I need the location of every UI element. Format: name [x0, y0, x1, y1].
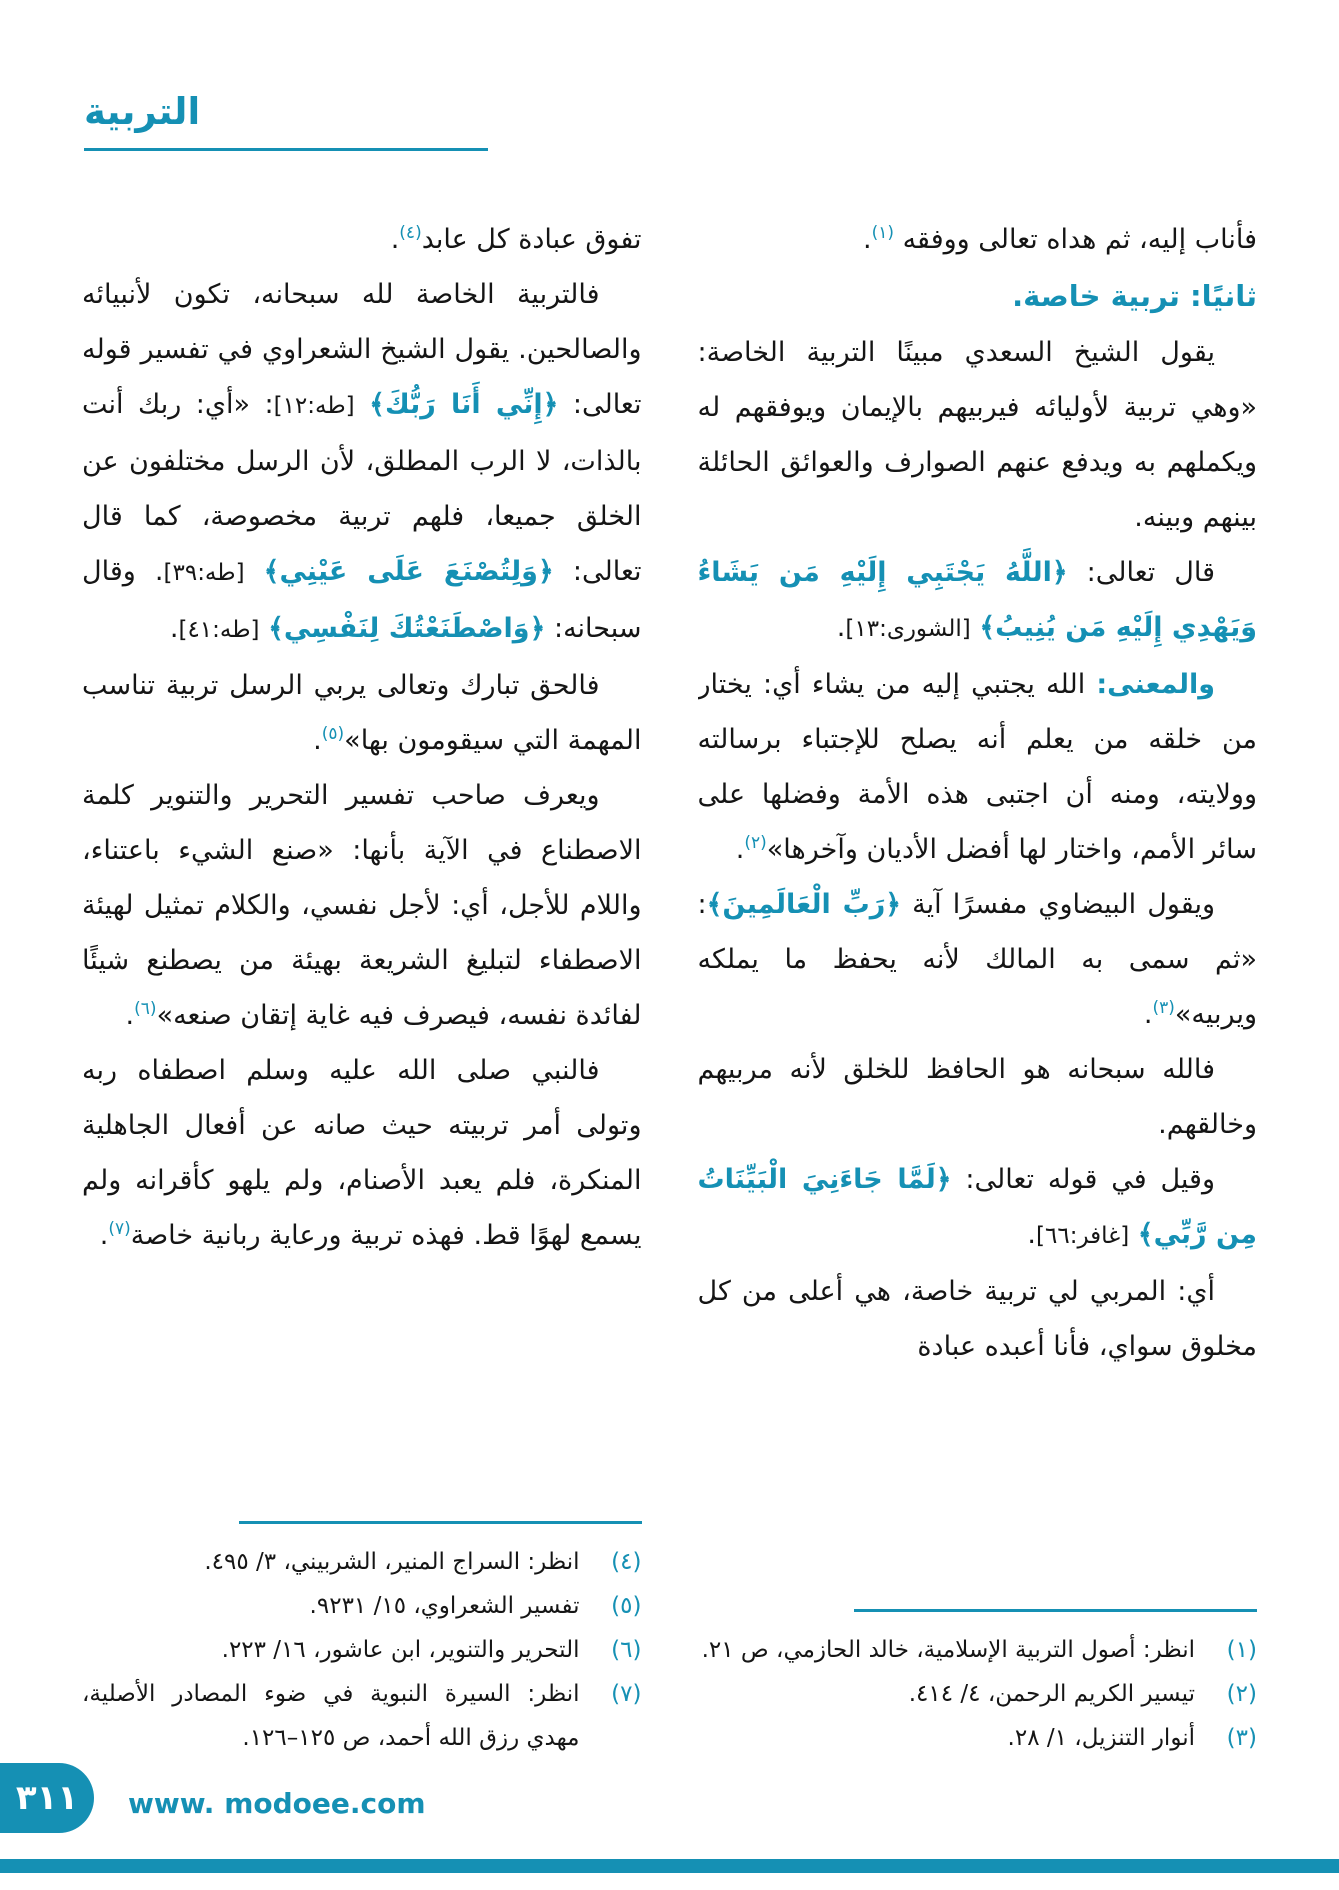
paragraph: [82, 768, 642, 1043]
footnote-text: تفسير الشعراوي، ١٥/ ٩٢٣١.: [309, 1593, 580, 1619]
body-text: [1129, 1219, 1138, 1250]
verse-citation: [غافر:٦٦]: [1036, 1223, 1130, 1249]
quran-verse: ﴿وَلِتُصْنَعَ عَلَى عَيْنِي﴾: [263, 556, 554, 587]
page-number-badge: [0, 1763, 94, 1833]
paragraph: [698, 545, 1258, 657]
footnote: [82, 1628, 642, 1672]
body-text: الله يجتبي إليه من يشاء أي: يختار من خلقه من يعلم أنه يصلح للإجتباء برسالته وولايته، ومنه أن اجتبى هذه الأمة وفضلها على سائر الأمم، واختار لها أفضل الأديان وآخرها»: [697, 669, 1257, 865]
body-text: .: [862, 224, 872, 255]
footnote: [698, 1716, 1258, 1760]
content-columns: [82, 212, 1257, 1760]
footnote-list: [82, 1540, 642, 1760]
body-text: فالنبي صلى الله عليه وسلم اصطفاه ربه وتولى أمر تربيته حيث صانه عن أفعال الجاهلية المنكرة، فلم يعبد الأصنام، ولم يلهو كأقرانه ولم يسمع لهوًا قط. فهذه تربية ورعاية ربانية خاصة: [82, 1055, 642, 1251]
footnote: [82, 1540, 642, 1584]
quran-verse: ﴿اللَّهُ يَجْتَبِي إِلَيْهِ مَن يَشَاءُ وَيَهْدِي إِلَيْهِ مَن يُنِيبُ﴾: [697, 557, 1257, 643]
body-text: ويعرف صاحب تفسير التحرير والتنوير كلمة الاصطناع في الآية بأنها: «صنع الشيء باعتناء، واللام للأجل، أي: لأجل نفسي، والكلام تمثيل لهيئة الاصطفاء لتبليغ الشريعة بهيئة من يصطنع شيئًا لفائدة نفسه، فيصرف فيه غاية إتقان صنعه»: [82, 780, 642, 1031]
footer-bar: [0, 1859, 1339, 1873]
body-text: .: [313, 725, 322, 756]
body-text: فالحق تبارك وتعالى يربي الرسل تربية تناسب المهمة التي سيقومون بها»: [82, 670, 642, 756]
quran-verse: ﴿وَاصْطَنَعْتُكَ لِنَفْسِي﴾: [268, 613, 546, 644]
accent-text: والمعنى:: [1096, 669, 1215, 700]
page-number: ٣١١: [15, 1778, 79, 1818]
body-text: .: [836, 612, 846, 643]
footnote-text: انظر: أصول التربية الإسلامية، خالد الحازمي، ص ٢١.: [701, 1637, 1195, 1663]
body-text: أي: المربي لي تربية خاصة، هي أعلى من كل مخلوق سواي، فأنا أعبده عبادة: [697, 1276, 1257, 1362]
body-text: : «أي: ربك أنت بالذات، لا الرب المطلق، لأن الرسل مختلفون عن الخلق جميعا، فلهم تربية مخصوصة، كما قال تعالى:: [82, 389, 642, 587]
body-text: .: [99, 1220, 109, 1251]
body-text: فالتربية الخاصة لله سبحانه، تكون لأنبيائه والصالحين. يقول الشيخ الشعراوي في تفسير قوله تعالى:: [82, 279, 642, 420]
verse-citation: [طه:٣٩]: [163, 560, 245, 586]
paragraph: [82, 658, 642, 768]
chapter-header-title: التربية: [84, 90, 201, 133]
body-text: تفوق عبادة كل عابد: [421, 224, 642, 255]
quran-verse: ﴿رَبِّ الْعَالَمِينَ﴾: [706, 889, 902, 920]
column-left-footnotes: [82, 1511, 642, 1760]
footnote-separator-rule: [854, 1609, 1257, 1612]
paragraph: [698, 1264, 1258, 1374]
verse-citation: [طه:١٢]: [273, 393, 355, 419]
paragraph: [698, 657, 1258, 877]
footnote-ref: (٦): [134, 999, 157, 1019]
footnote-separator-rule: [239, 1521, 642, 1524]
footnote-marker: (٦): [611, 1637, 642, 1663]
footnote-marker: (٧): [611, 1681, 642, 1707]
footnote-text: انظر: السراج المنير، الشربيني، ٣/ ٤٩٥.: [204, 1549, 580, 1575]
footnote-marker: (٤): [611, 1549, 642, 1575]
body-text: ويقول البيضاوي مفسرًا آية: [901, 889, 1216, 920]
footnote-text: التحرير والتنوير، ابن عاشور، ١٦/ ٢٢٣.: [221, 1637, 580, 1663]
paragraph: [698, 877, 1258, 1042]
quran-verse: ﴿إِنِّي أَنَا رَبُّكَ﴾: [369, 389, 559, 420]
body-text: قال تعالى:: [1067, 557, 1215, 588]
footnote-ref: (٢): [744, 833, 767, 853]
footnote-ref: (٤): [399, 223, 422, 243]
body-text: . وقال سبحانه:: [82, 556, 642, 644]
body-text: .: [1143, 999, 1153, 1030]
footnote-marker: (٥): [611, 1593, 642, 1619]
footnote: [698, 1672, 1258, 1716]
column-right: [698, 212, 1258, 1760]
quran-verse: ﴿لَمَّا جَاءَنِيَ الْبَيِّنَاتُ مِن رَّبِّي﴾: [697, 1164, 1257, 1250]
paragraph: [698, 1152, 1258, 1264]
body-text: .: [390, 224, 400, 255]
footnote-ref: (٧): [108, 1219, 131, 1239]
footnote-marker: (٢): [1226, 1681, 1257, 1707]
footnote-ref: (٥): [321, 724, 345, 744]
body-text: [355, 389, 369, 420]
paragraph: [82, 1043, 642, 1263]
footnote-marker: (١): [1226, 1637, 1257, 1663]
body-text: يقول الشيخ السعدي مبينًا التربية الخاصة: «وهي تربية لأوليائه فيربيهم بالإيمان ويوفقهم له ويكملهم به ويدفع عنهم الصوارف والعوائق الحائلة بينهم وبينه.: [697, 337, 1257, 533]
footnote-marker: (٣): [1226, 1725, 1257, 1751]
footnote-ref: (٣): [1152, 998, 1175, 1018]
paragraph: [698, 325, 1258, 545]
footnote: [82, 1672, 642, 1760]
footnote: [82, 1584, 642, 1628]
accent-text: ثانيًا: تربية خاصة.: [1012, 279, 1257, 313]
paragraph: [698, 212, 1258, 267]
footnote: [698, 1628, 1258, 1672]
verse-citation: [طه:٤١]: [178, 617, 260, 643]
body-text: .: [125, 1000, 135, 1031]
body-text: فأناب إليه، ثم هداه تعالى ووفقه: [893, 224, 1257, 255]
footnote-ref: (١): [871, 223, 894, 243]
footnote-text: أنوار التنزيل، ١/ ٢٨.: [1007, 1725, 1195, 1751]
column-left-paragraphs: [82, 212, 642, 1263]
body-text: [245, 556, 264, 587]
verse-citation: [الشورى:١٣]: [845, 616, 971, 642]
body-text: .: [735, 834, 745, 865]
paragraph: [82, 267, 642, 658]
column-right-footnotes: [698, 1599, 1258, 1760]
footnote-list: [698, 1628, 1258, 1760]
column-left: [82, 212, 642, 1760]
body-text: فالله سبحانه هو الحافظ للخلق لأنه مربيهم وخالقهم.: [697, 1054, 1257, 1140]
body-text: [260, 613, 269, 644]
footnote-text: انظر: السيرة النبوية في ضوء المصادر الأصلية، مهدي رزق الله أحمد، ص ١٢٥–١٢٦.: [82, 1681, 580, 1751]
body-text: .: [169, 613, 179, 644]
paragraph: [698, 1042, 1258, 1152]
website-link[interactable]: www. modoee.com: [128, 1787, 426, 1820]
column-right-paragraphs: [698, 212, 1258, 1374]
section-heading: [698, 267, 1258, 325]
paragraph: [82, 212, 642, 267]
body-text: وقيل في قوله تعالى:: [951, 1164, 1215, 1195]
body-text: .: [1027, 1219, 1037, 1250]
header-rule: [84, 148, 488, 151]
footnote-text: تيسير الكريم الرحمن، ٤/ ٤١٤.: [908, 1681, 1195, 1707]
body-text: : «ثم سمى به المالك لأنه يحفظ ما يملكه ويربيه»: [697, 889, 1257, 1030]
